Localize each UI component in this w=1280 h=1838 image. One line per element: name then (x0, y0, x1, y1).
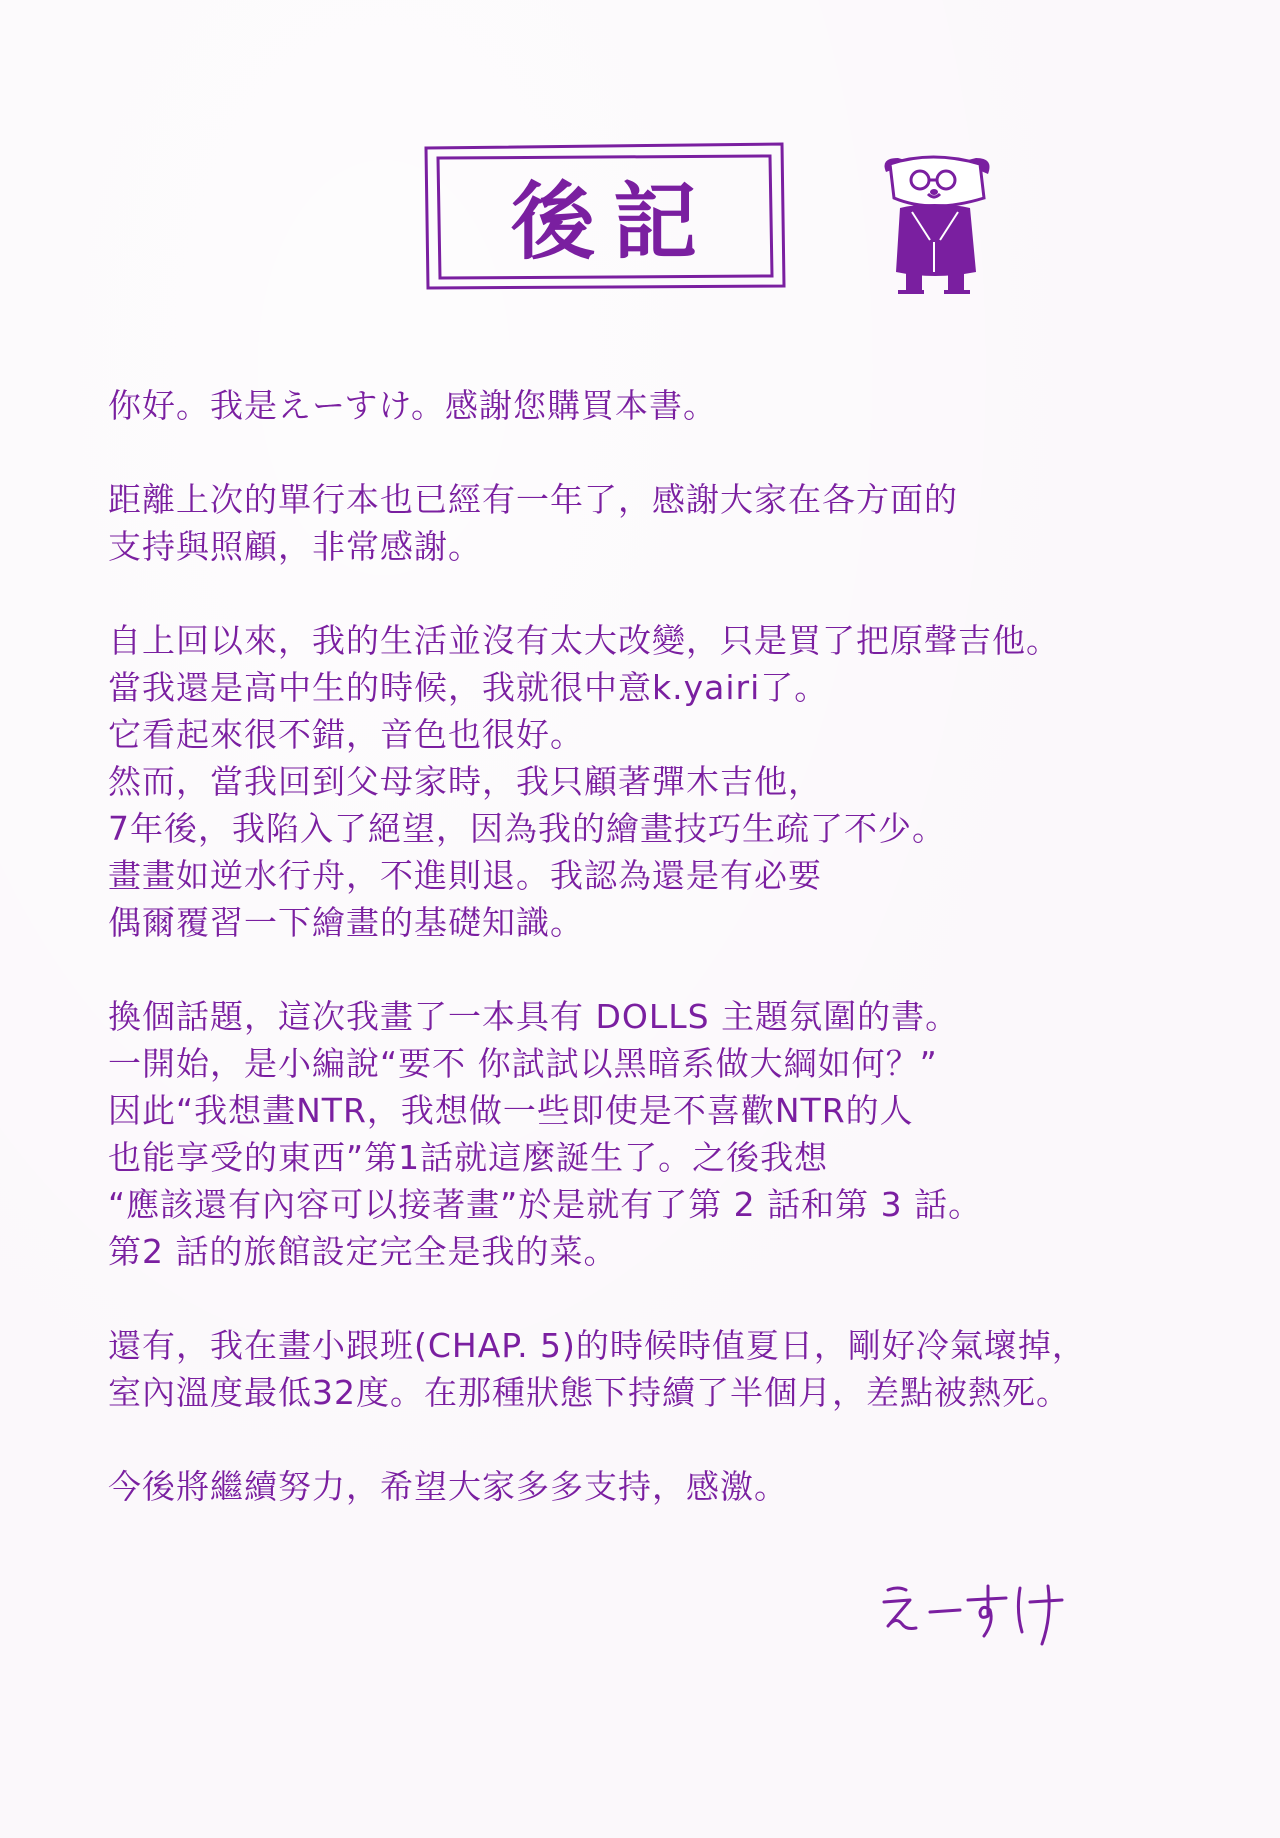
title-box (420, 140, 788, 290)
afterword-body (108, 382, 1208, 1557)
text-line: 因此“我想畫NTR，我想做一些即使是不喜歡NTR的人 (108, 1091, 914, 1130)
text-line: 距離上次的單行本也已經有一年了，感謝大家在各方面的 (108, 480, 958, 519)
text-line: 也能享受的東西”第1話就這麼誕生了。之後我想 (108, 1138, 829, 1177)
text-line: 它看起來很不錯，音色也很好。 (108, 715, 584, 754)
text-line: 你好。我是えーすけ。感謝您購買本書。 (108, 386, 718, 425)
text-line: 偶爾覆習一下繪畫的基礎知識。 (108, 903, 584, 942)
text-line: 還有，我在畫小跟班(CHAP. 5)的時候時值夏日，剛好冷氣壞掉， (108, 1326, 1086, 1365)
text-line: 畫畫如逆水行舟，不進則退。我認為還是有必要 (108, 856, 822, 895)
text-line: 當我還是高中生的時候，我就很中意k.yairi了。 (108, 668, 829, 707)
text-line: 7年後，我陷入了絕望，因為我的繪畫技巧生疏了不少。 (108, 809, 946, 848)
paragraph-greeting (108, 382, 1208, 429)
text-line: 室內溫度最低32度。在那種狀態下持續了半個月，差點被熱死。 (108, 1373, 1070, 1412)
text-line: “應該還有內容可以接著畫”於是就有了第 2 話和第 3 話。 (108, 1185, 983, 1224)
text-line: 第2 話的旅館設定完全是我的菜。 (108, 1232, 618, 1271)
paragraph-summer (108, 1322, 1208, 1416)
dog-mascot-icon (872, 150, 1002, 300)
text-line: 支持與照顧，非常感謝。 (108, 527, 482, 566)
text-line: 一開始，是小編說“要不 你試試以黑暗系做大綱如何？” (108, 1044, 938, 1083)
text-line: 自上回以來，我的生活並沒有太大改變，只是買了把原聲吉他。 (108, 621, 1060, 660)
text-line: 換個話題，這次我畫了一本具有 DOLLS 主題氛圍的書。 (108, 997, 960, 1036)
paragraph-closing (108, 1463, 1208, 1510)
text-line: 然而，當我回到父母家時，我只顧著彈木吉他， (108, 762, 822, 801)
paragraph-guitar (108, 617, 1208, 946)
paragraph-dolls (108, 993, 1208, 1275)
page-title: 後記 (510, 172, 715, 271)
paragraph-thanks (108, 476, 1208, 570)
handwritten-signature (876, 1572, 1076, 1652)
text-line: 今後將繼續努力，希望大家多多支持，感激。 (108, 1467, 788, 1506)
